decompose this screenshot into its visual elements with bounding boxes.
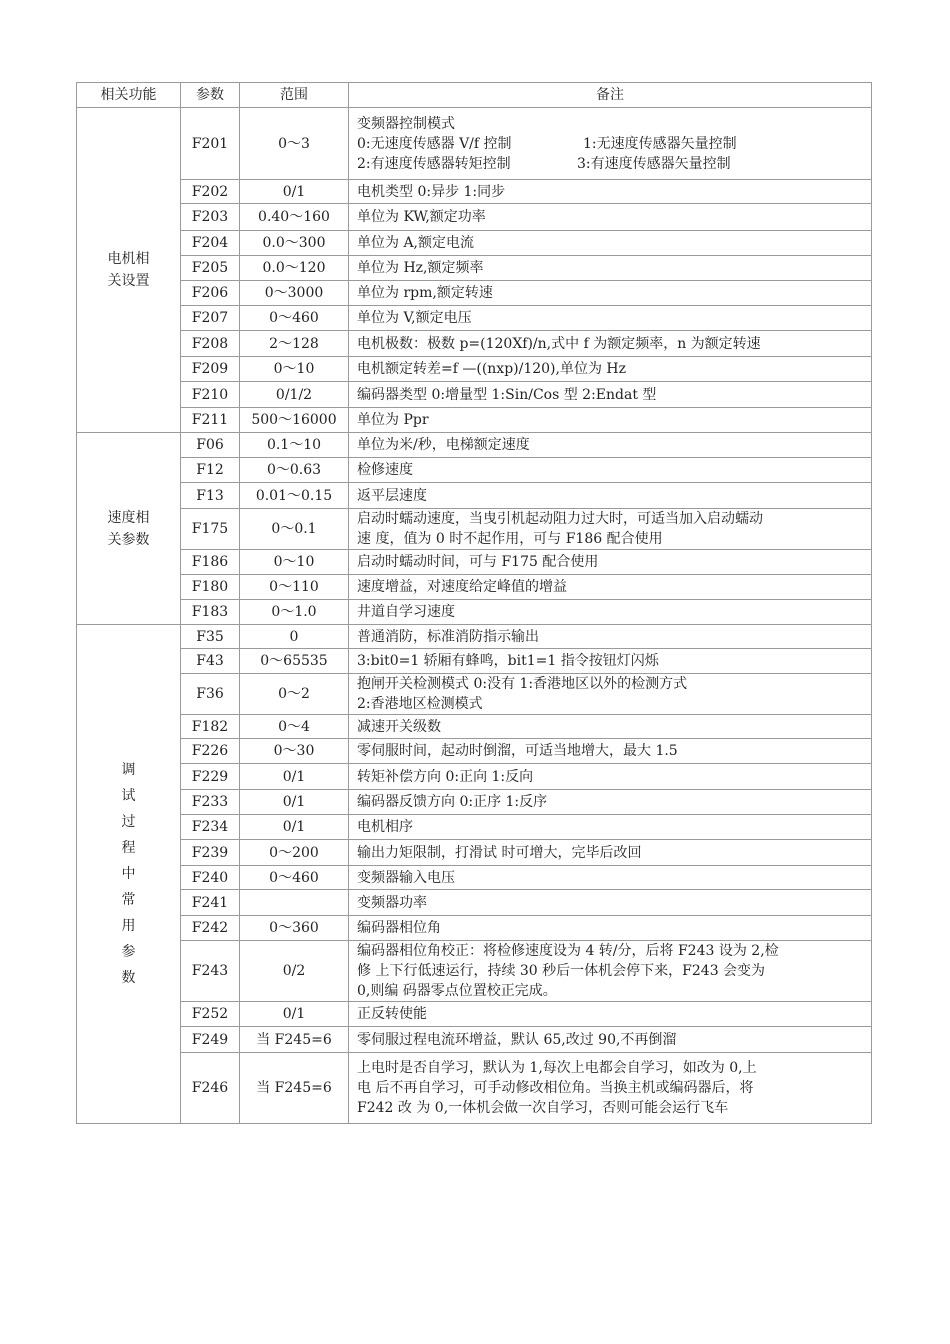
range-cell: 0～0.1 [240,509,349,550]
group-label-char: 过 [121,814,136,830]
range-cell: 0/1 [240,790,349,815]
note-cell [349,231,872,256]
table-row [77,108,872,180]
header-note: 备注 [349,83,872,108]
note-line: 速度增益，对速度给定峰值的增益 [357,579,567,595]
note-line: 2:香港地区检测模式 [357,696,483,712]
group-label [77,625,181,1124]
note-line: 单位为 KW,额定功率 [357,209,486,225]
table-row [77,408,872,433]
table-row [77,509,872,550]
table-row [77,1002,872,1027]
param-cell: F233 [181,790,240,815]
note-line: 零伺服过程电流环增益，默认 65,改过 90,不再倒溜 [357,1031,677,1048]
table-row [77,890,872,916]
note-line: 编码器相位角 [357,920,441,936]
param-cell: F186 [181,550,240,575]
param-cell: F229 [181,764,240,790]
note-cell [349,941,872,1002]
note-line: 抱闸开关检测模式 0:没有 1:香港地区以外的检测方式 [357,676,688,692]
note-line: 编码器类型 0:增量型 1:Sin/Cos 型 2:Endat 型 [357,386,657,403]
table-row [77,382,872,408]
note-cell [349,408,872,433]
param-cell: F204 [181,231,240,256]
param-cell: F182 [181,715,240,739]
range-cell: 0.01～0.15 [240,483,349,509]
note-line: 单位为米/秒，电梯额定速度 [357,437,530,453]
param-cell: F207 [181,306,240,331]
note-line: 电机极数：极数 p=(120Xf)/n,式中 f 为额定频率，n 为额定转速 [357,335,761,352]
table-row [77,790,872,815]
range-cell: 0 [240,625,349,649]
table-row [77,1053,872,1124]
group-label-char: 常 [121,892,136,908]
header-param: 参数 [181,83,240,108]
note-line: 启动时蠕动时间，可与 F175 配合使用 [357,554,599,570]
group-label-char: 中 [121,866,136,882]
table-row [77,357,872,382]
note-cell [349,600,872,625]
note-cell [349,483,872,509]
param-cell: F243 [181,941,240,1002]
range-cell: 0.0～300 [240,231,349,256]
group-label-char: 用 [121,918,136,934]
note-option: 2:有速度传感器转矩控制 [357,155,511,172]
note-cell [349,1002,872,1027]
table-row [77,575,872,600]
note-cell [349,1027,872,1053]
note-pair-line [357,134,869,154]
note-line: 井道自学习速度 [357,604,455,620]
param-cell: F249 [181,1027,240,1053]
param-cell: F208 [181,331,240,357]
note-line: 电机额定转差=f —((nxp)/120),单位为 Hz [357,361,627,377]
range-cell: 当 F245=6 [240,1053,349,1124]
table-row [77,715,872,739]
group-label-char: 数 [121,970,136,986]
note-line: 正反转使能 [357,1006,427,1022]
note-cell [349,715,872,739]
param-cell: F175 [181,509,240,550]
range-cell: 500～16000 [240,408,349,433]
table-row [77,649,872,674]
note-line: F242 改 为 0,一体机会做一次自学习，否则可能会运行飞车 [357,1100,729,1116]
table-row [77,1027,872,1053]
group-label [77,108,181,433]
param-cell: F12 [181,458,240,483]
range-cell: 0～360 [240,916,349,941]
param-cell: F206 [181,281,240,306]
note-line: 速 度，值为 0 时不起作用，可与 F186 配合使用 [357,531,663,547]
table-row [77,483,872,509]
param-cell: F241 [181,890,240,916]
range-cell: 0.40～160 [240,204,349,231]
note-cell [349,815,872,840]
note-cell [349,509,872,550]
note-line: 普通消防，标准消防指示输出 [357,628,539,645]
group-label-line: 电机相 [107,251,150,267]
table-row [77,331,872,357]
note-cell [349,764,872,790]
note-cell [349,331,872,357]
group-label-char: 参 [121,944,136,960]
param-cell: F246 [181,1053,240,1124]
table-row [77,625,872,649]
param-cell: F211 [181,408,240,433]
table-row [77,433,872,458]
note-line: 修 上下行低速运行，持续 30 秒后一体机会停下来，F243 会变为 [357,963,766,979]
note-cell [349,674,872,715]
param-cell: F13 [181,483,240,509]
note-line: 单位为 Hz,额定频率 [357,260,484,276]
header-range: 范围 [240,83,349,108]
range-cell: 0～4 [240,715,349,739]
param-cell: F252 [181,1002,240,1027]
range-cell: 0.0～120 [240,256,349,281]
param-cell: F35 [181,625,240,649]
range-cell: 0～2 [240,674,349,715]
note-line: 检修速度 [357,462,413,478]
range-cell: 0～65535 [240,649,349,674]
note-option: 1:无速度传感器矢量控制 [583,135,737,152]
note-cell [349,840,872,866]
param-cell: F43 [181,649,240,674]
param-cell: F183 [181,600,240,625]
note-cell [349,575,872,600]
range-cell: 0/1 [240,1002,349,1027]
range-cell: 0～10 [240,550,349,575]
note-option: 3:有速度传感器矢量控制 [577,155,731,172]
param-cell: F210 [181,382,240,408]
table-row [77,458,872,483]
note-cell [349,256,872,281]
range-cell: 0/1 [240,180,349,204]
range-cell: 0～30 [240,739,349,764]
param-cell: F36 [181,674,240,715]
param-cell: F180 [181,575,240,600]
note-line: 输出力矩限制，打滑试 时可增大，完毕后改回 [357,844,642,861]
range-cell: 0～1.0 [240,600,349,625]
note-line: 零伺服时间，起动时倒溜，可适当地增大，最大 1.5 [357,743,678,759]
note-line: 电 后不再自学习，可手动修改相位角。当换主机或编码器后，将 [357,1080,754,1096]
range-cell: 当 F245=6 [240,1027,349,1053]
group-label-line: 速度相 [107,509,150,526]
group-label-char: 调 [121,762,136,778]
param-cell: F06 [181,433,240,458]
range-cell: 0～200 [240,840,349,866]
param-cell: F240 [181,866,240,890]
note-line: 单位为 Ppr [357,412,429,428]
range-cell: 0.1～10 [240,433,349,458]
range-cell: 0/1 [240,815,349,840]
note-line: 上电时是否自学习，默认为 1,每次上电都会自学习，如改为 0,上 [357,1060,757,1076]
table-row [77,916,872,941]
note-cell [349,458,872,483]
note-line: 变频器输入电压 [357,869,455,886]
note-cell [349,281,872,306]
table-row [77,204,872,231]
note-line: 0,则编 码器零点位置校正完成。 [357,983,557,999]
param-cell: F226 [181,739,240,764]
note-cell [349,739,872,764]
note-cell [349,180,872,204]
param-cell: F205 [181,256,240,281]
range-cell: 0～10 [240,357,349,382]
table-row [77,941,872,1002]
note-line: 编码器反馈方向 0:正序 1:反序 [357,794,548,810]
range-cell: 0/1/2 [240,382,349,408]
range-cell: 0/2 [240,941,349,1002]
table-row [77,180,872,204]
param-cell: F234 [181,815,240,840]
note-line: 单位为 rpm,额定转速 [357,285,493,301]
note-line: 电机相序 [357,819,413,835]
range-cell: 0～3 [240,108,349,180]
param-cell: F239 [181,840,240,866]
note-cell [349,890,872,916]
note-option: 0:无速度传感器 V/f 控制 [357,135,512,152]
table-row [77,600,872,625]
note-cell [349,108,872,180]
group-label-line: 关设置 [107,273,150,289]
note-line: 编码器相位角校正：将检修速度设为 4 转/分，后将 F243 设为 2,检 [357,943,779,959]
param-cell: F201 [181,108,240,180]
table-row [77,281,872,306]
range-cell [240,890,349,916]
group-label-char: 程 [121,840,136,856]
table-row [77,550,872,575]
note-line: 启动时蠕动速度，当曳引机起动阻力过大时，可适当加入启动蠕动 [357,511,763,527]
param-cell: F203 [181,204,240,231]
note-line: 返平层速度 [357,487,427,504]
table-row [77,840,872,866]
group-label-line: 关参数 [107,531,150,548]
note-cell [349,357,872,382]
range-cell: 0/1 [240,764,349,790]
note-line: 变频器功率 [357,894,427,911]
note-cell [349,625,872,649]
param-cell: F202 [181,180,240,204]
note-cell [349,649,872,674]
range-cell: 0～460 [240,306,349,331]
header-function: 相关功能 [77,83,181,108]
table-row [77,306,872,331]
range-cell: 0～110 [240,575,349,600]
note-cell [349,433,872,458]
note-cell [349,306,872,331]
range-cell: 0～460 [240,866,349,890]
range-cell: 0～3000 [240,281,349,306]
note-cell [349,916,872,941]
table-body [77,108,872,1124]
note-line: 转矩补偿方向 0:正向 1:反向 [357,768,534,785]
note-line: 电机类型 0:异步 1:同步 [357,183,506,200]
group-label-char: 试 [121,788,136,804]
note-line: 3:bit0=1 轿厢有蜂鸣，bit1=1 指令按钮灯闪烁 [357,653,659,669]
table-row [77,231,872,256]
note-cell [349,1053,872,1124]
note-pair-line [357,154,869,174]
table-row [77,764,872,790]
header-row [77,83,872,108]
range-cell: 2～128 [240,331,349,357]
note-cell [349,790,872,815]
table-row [77,739,872,764]
note-line: 单位为 V,额定电压 [357,310,472,326]
table-row [77,866,872,890]
note-cell [349,550,872,575]
table-row [77,256,872,281]
range-cell: 0～0.63 [240,458,349,483]
group-label [77,433,181,625]
note-cell [349,866,872,890]
note-line: 单位为 A,额定电流 [357,235,475,251]
param-cell: F209 [181,357,240,382]
table-row [77,815,872,840]
table-row [77,674,872,715]
parameter-table [76,82,872,1124]
param-cell: F242 [181,916,240,941]
note-line: 减速开关级数 [357,718,441,735]
note-line: 变频器控制模式 [357,115,455,132]
note-cell [349,204,872,231]
note-cell [349,382,872,408]
